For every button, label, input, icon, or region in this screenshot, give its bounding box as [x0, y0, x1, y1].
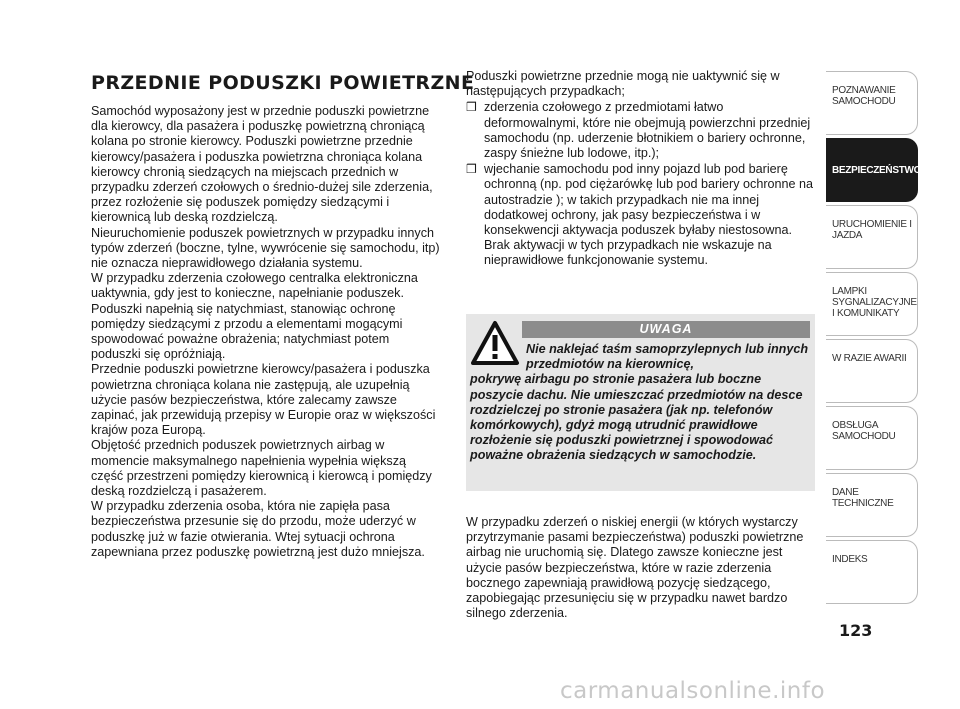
warning-box	[466, 314, 815, 491]
chapter-tab[interactable]: BEZPIECZEŃSTWO	[826, 138, 918, 202]
watermark: carmanualsonline.info	[560, 678, 826, 704]
paragraph: W przypadku zderzenia osoba, która nie zapięła pasa bezpieczeństwa przesunie się do przodu, może uderzyć w poduszkę już w fazie otwierania. Wtej sytuacji ochrona zapewniana przez poduszkę powietrzną jest dużo mniejsza.	[91, 499, 425, 559]
paragraph: Nieuruchomienie poduszek powietrznych w przypadku innych typów zderzeń (boczne, tylne, wywrócenie się samochodu, itp) nie oznacza nieprawidłowego działania systemu.	[91, 225, 440, 271]
left-column	[91, 72, 475, 560]
chapter-tab[interactable]: URUCHOMIENIE I JAZDA	[826, 205, 918, 269]
chapter-tab[interactable]: OBSŁUGA SAMOCHODU	[826, 406, 918, 470]
warning-text-first: Nie naklejać taśm samoprzylepnych lub innych przedmiotów na kierownicę,	[526, 342, 809, 372]
paragraph: Przednie poduszki powietrzne kierowcy/pasażera i poduszka powietrzna chroniąca kolana nie zastępują, ale uzupełnią użycie pasów bezpieczeństwa, które zalecamy zawsze zapinać, jak przewidują przepisy w Europie oraz w większości krajów poza Europą.	[91, 362, 436, 438]
final-paragraph: W przypadku zderzeń o niskiej energii (w których wystarczy przytrzymanie pasami bezpieczeństwa) poduszki powietrzne airbag nie uruchomią się. Dlatego zawsze konieczne jest użycie pasów bezpieczeństwa, które w razie zderzenia bocznego zapewniają prawidłową pozycję siedzącego, zapobiegając przesunięciu się w przypadku nawet bardzo silnego zderzenia.	[466, 515, 804, 621]
chapter-tab[interactable]: W RAZIE AWARII	[826, 339, 918, 403]
warning-text-rest: pokrywę airbagu po stronie pasażera lub boczne poszycie dachu. Nie umieszczać przedmiotów na desce rozdzielczej po stronie pasażera (jak np. telefonów komórkowych), gdyż mogą utrudnić prawidłowe rozłożenie się poduszki powietrznej i spowodować poważne obrażenia siedzących w samochodzie.	[470, 372, 803, 463]
paragraph: Samochód wyposażony jest w przednie poduszki powietrzne dla kierowcy, dla pasażera i poduszkę powietrzną chroniącą kolana po stronie kierowcy. Poduszki powietrzne przednie kierowcy/pasażera i poduszka powietrzna chroniąca kolana kierowcy chronią siedzących na miejscach przednich w przypadku zderzeń czołowych o średnio-dużej sile zderzenia, przez rozłożenie się poduszek pomiędzy siedzącymi i kierownicą lub deską rozdzielczą.	[91, 104, 433, 225]
bullet-item	[466, 100, 814, 161]
intro-paragraph: Poduszki powietrzne przednie mogą nie uaktywnić się w następujących przypadkach;	[466, 69, 780, 99]
chapter-tab[interactable]: DANE TECHNICZNE	[826, 473, 918, 537]
right-column	[466, 69, 814, 270]
checkbox-bullet-icon: ❒	[466, 162, 477, 177]
paragraph: W przypadku zderzenia czołowego centralka elektroniczna uaktywnia, gdy jest to konieczne, napełnianie poduszek. Poduszki napełnią się natychmiast, stanowiąc ochronę pomiędzy siedzącymi z przodu a elementami mogącymi spowodować poważne obrażenia; natychmiast potem poduszki się opróżniają.	[91, 271, 418, 362]
page-number: 123	[839, 621, 873, 640]
warning-text	[470, 342, 810, 464]
bullet-text: wjechanie samochodu pod inny pojazd lub pod barierę ochronną (np. pod ciężarówkę lub pod bariery ochronne na autostradzie ); w takich przypadkach nie ma innej dodatkowej ochrony, jak pasy bezpieczeństwa i w konsekwencji aktywacja poduszek byłaby niestosowna. Brak aktywacji w tych przypadkach nie wskazuje na nieprawidłowe funkcjonowanie systemu.	[484, 162, 814, 268]
warning-title: UWAGA	[522, 321, 810, 338]
chapter-tab[interactable]: INDEKS	[826, 540, 918, 604]
paragraph: Objętość przednich poduszek powietrznych airbag w momencie maksymalnego napełnienia wypełnia większą część przestrzeni pomiędzy kierownicą i kierowcą i pomiędzy deską rozdzielczą i pasażerem.	[91, 438, 432, 499]
bullet-item	[466, 162, 814, 268]
checkbox-bullet-icon: ❒	[466, 100, 477, 115]
chapter-tabs	[826, 71, 922, 607]
chapter-tab[interactable]: LAMPKI SYGNALIZACYJNE I KOMUNIKATY	[826, 272, 918, 336]
bullet-text: zderzenia czołowego z przedmiotami łatwo deformowalnymi, które nie obejmują powierzchni przedniej samochodu (np. uderzenie błotnikiem o bariery ochronne, zaspy śnieżne lub lodowe, itp.);	[484, 100, 811, 161]
page-heading: PRZEDNIE PODUSZKI POWIETRZNE	[91, 72, 475, 94]
chapter-tab[interactable]: POZNAWANIE SAMOCHODU	[826, 71, 918, 135]
